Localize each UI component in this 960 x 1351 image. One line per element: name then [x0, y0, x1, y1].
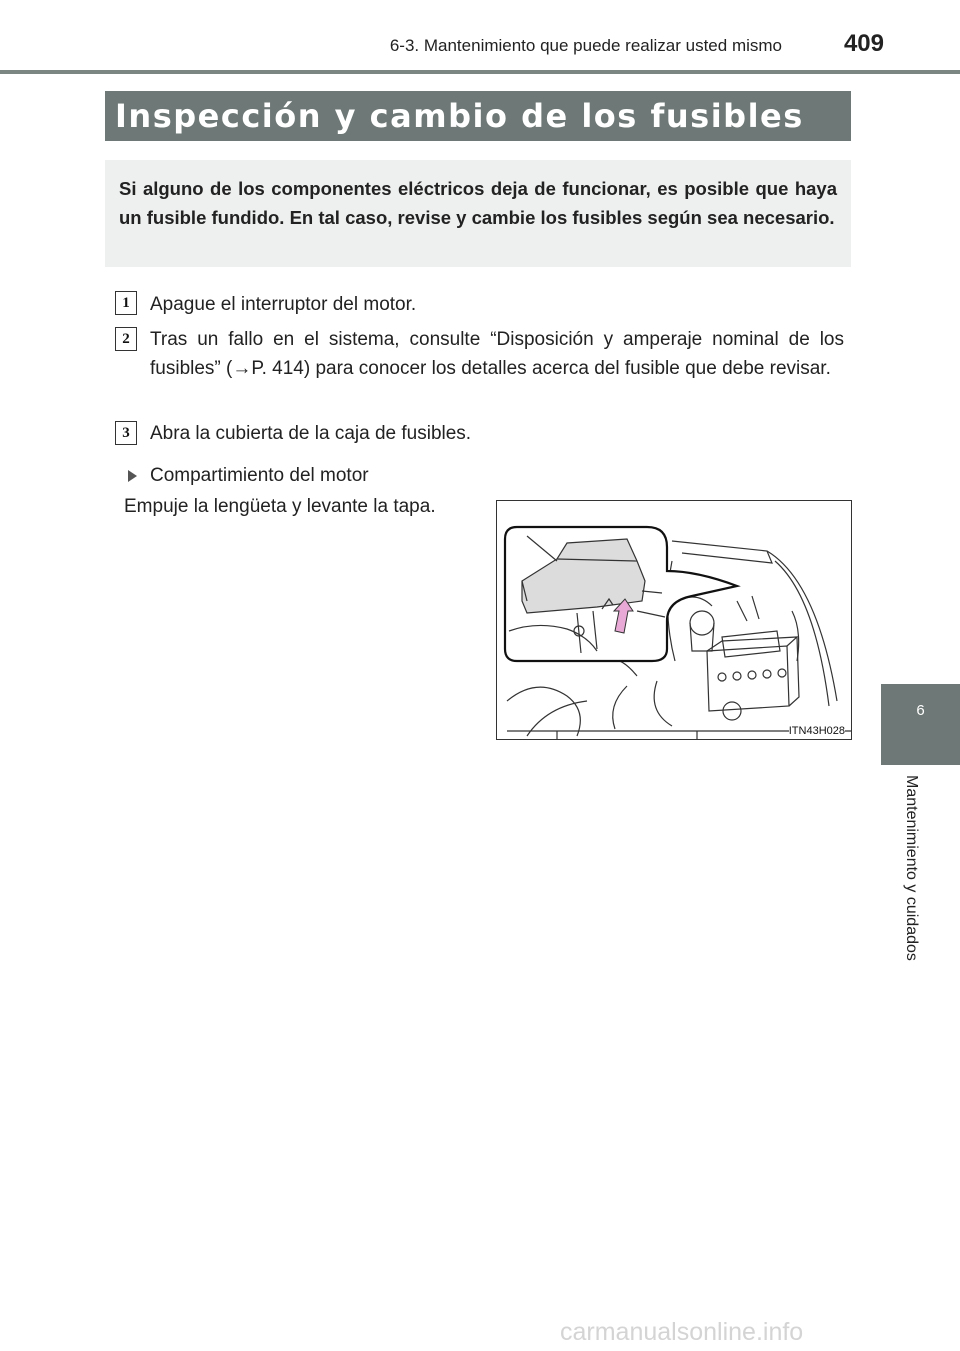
- engine-compartment-drawing: [497, 501, 851, 739]
- figure-code: ITN43H028: [788, 725, 845, 737]
- step-text-1: Apague el interruptor del motor.: [150, 294, 417, 315]
- intro-text: Si alguno de los componentes eléctricos deja de funcionar, es posible que haya un fusible fundido. En tal caso, revise y cambie los fusibles según sea necesario.: [119, 178, 837, 228]
- step-number-3: 3: [115, 421, 137, 445]
- header-divider: [0, 70, 960, 74]
- intro-box: [105, 160, 851, 267]
- step-text-2: Tras un fallo en el sistema, consulte “Disposición y amperaje nominal de los fusibles” (→P. 414) para conocer los detalles acerca del fusible que debe revisar.: [150, 329, 844, 379]
- instruction-text: Empuje la lengüeta y levante la tapa.: [124, 496, 436, 517]
- chapter-label: Mantenimiento y cuidados: [903, 775, 920, 961]
- watermark: carmanualsonline.info: [560, 1318, 804, 1346]
- step-text-3: Abra la cubierta de la caja de fusibles.: [150, 423, 472, 444]
- chapter-tab: [881, 684, 960, 765]
- bullet-label: Compartimiento del motor: [150, 465, 369, 486]
- page-number: 409: [843, 30, 884, 57]
- triangle-bullet-icon: [128, 470, 137, 482]
- page-title: Inspección y cambio de los fusibles: [115, 97, 804, 135]
- header-section-title: 6-3. Mantenimiento que puede realizar usted mismo: [389, 36, 782, 55]
- step-number-2: 2: [115, 327, 137, 351]
- step-number-1: 1: [115, 291, 137, 315]
- chapter-number: 6: [916, 702, 925, 719]
- engine-fuse-box-illustration: [496, 500, 852, 740]
- title-bar: [105, 91, 851, 141]
